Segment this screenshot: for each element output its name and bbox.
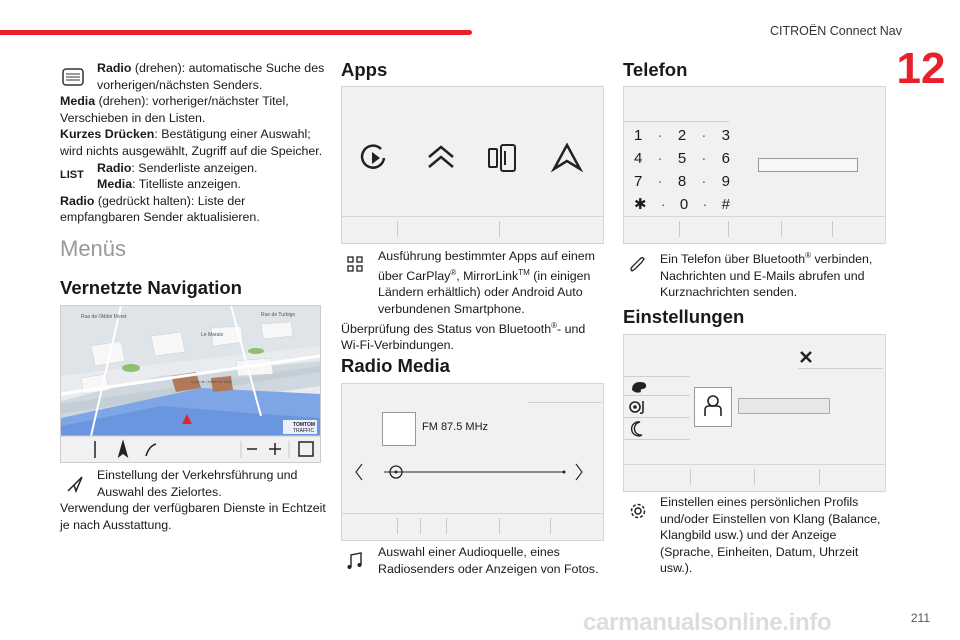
menus-heading: Menüs [60, 236, 127, 261]
keypad-key[interactable]: 0 [679, 196, 689, 213]
brand-title: CITROËN Connect Nav [770, 24, 902, 38]
controls-description [60, 60, 326, 226]
keypad-row [634, 193, 730, 216]
citroen-app-icon[interactable] [426, 143, 456, 173]
reg-mark: ® [450, 267, 457, 277]
phone-keypad[interactable] [634, 124, 730, 216]
station-artwork [382, 412, 416, 446]
station-frequency: FM 87.5 MHz [422, 421, 489, 433]
apps-screen[interactable] [341, 86, 604, 244]
keypad-key[interactable]: 8 [677, 173, 687, 190]
short-press-label: Kurzes Drücken [60, 127, 155, 142]
radio-list-text: : Senderliste anzeigen. [131, 160, 258, 175]
radio-hold-label: Radio [60, 193, 95, 208]
short-press-text: : Bestätigung einer Auswahl; wird nichts ausgewählt, Zugriff auf die Speicher. [60, 127, 323, 158]
map-label-street: Rue de l'Abbé Moret [81, 314, 127, 320]
traffic-brand: TOMTOM [293, 422, 316, 428]
profile-name-field[interactable] [738, 398, 830, 414]
telefon-desc-b: verbinden, Nachrichten und E-Mails abrufen und Kurznachrichten senden. [660, 252, 873, 300]
navigation-icon [66, 475, 84, 493]
einstellungen-heading: Einstellungen [623, 306, 745, 327]
radio-media-description [341, 544, 603, 577]
page-number: 211 [910, 611, 930, 625]
nav-desc-1: Einstellung der Verkehrsführung und Auswahl des Zielortes. [97, 468, 298, 499]
media-list-label: Media [97, 177, 133, 192]
keypad-separator: · [701, 127, 707, 144]
phone-handset-icon [629, 256, 647, 274]
sound-settings-icon[interactable] [628, 399, 650, 415]
watermark: carmanualsonline.info [583, 609, 832, 636]
dial-icon [62, 66, 84, 88]
frequency-slider[interactable] [356, 462, 588, 482]
telefon-heading: Telefon [623, 59, 688, 80]
keypad-separator: · [702, 196, 708, 213]
carplay-icon[interactable] [362, 143, 388, 173]
mirrorlink-icon[interactable] [487, 143, 519, 173]
keypad-key[interactable]: 1 [634, 127, 643, 144]
apps-desc-b: , MirrorLink [456, 268, 519, 283]
keypad-separator: · [657, 127, 663, 144]
radio-media-desc: Auswahl einer Audioquelle, eines Radiosenders oder Anzeigen von Fotos. [378, 545, 599, 576]
radio-text: (drehen): automatische Suche des vorherigen/nächsten Senders. [97, 61, 325, 92]
palette-icon[interactable] [630, 380, 648, 394]
android-auto-icon[interactable] [552, 143, 582, 173]
keypad-key[interactable]: 4 [634, 150, 643, 167]
keypad-key[interactable]: # [721, 196, 730, 213]
profile-card[interactable] [694, 387, 732, 427]
media-text: (drehen): vorheriger/nächster Titel, Verschieben in den Listen. [60, 94, 289, 125]
keypad-key[interactable]: 9 [721, 173, 730, 190]
radio-rotate-item [60, 60, 326, 93]
radio-media-heading: Radio Media [341, 355, 450, 376]
radio-hold-text: (gedrückt halten): Liste der empfangbaren Sender aktualisieren. [60, 193, 260, 225]
settings-gear-icon [629, 502, 647, 520]
radio-media-screen[interactable] [341, 383, 604, 541]
nav-desc-2: Verwendung der verfügbaren Dienste in Echtzeit je nach Ausstattung. [60, 501, 326, 532]
keypad-separator: · [657, 150, 663, 167]
media-label: Media [60, 94, 96, 109]
map-label-district: Le Marais [201, 332, 223, 338]
nav-screen[interactable] [60, 305, 321, 463]
nav-map[interactable] [61, 306, 320, 462]
radio-label: Radio [97, 61, 132, 75]
keypad-separator: · [660, 196, 666, 213]
apps-description [341, 248, 603, 354]
night-mode-icon[interactable] [630, 421, 646, 437]
apps-desc-a: Ausführung bestimmter Apps auf einem über CarPlay [378, 249, 595, 283]
keypad-row [634, 170, 730, 193]
apps-desc2-b: - und Wi-Fi-Verbindungen. [341, 321, 586, 353]
keypad-row [634, 147, 730, 170]
user-profile-icon[interactable] [703, 394, 723, 418]
list-item-block [60, 160, 326, 193]
apps-desc2-a: Überprüfung des Status von Bluetooth [341, 321, 552, 336]
reg-mark: ® [805, 251, 812, 260]
keypad-key[interactable]: 5 [677, 150, 687, 167]
keypad-separator: · [657, 173, 663, 190]
media-list-text: : Titelliste anzeigen. [132, 177, 241, 192]
telefon-screen[interactable] [623, 86, 886, 244]
apps-desc-c: (in einigen Ländern erhältlich) oder Android Auto verbundenen Smartphone. [378, 268, 591, 316]
keypad-key[interactable]: 6 [721, 150, 730, 167]
einstellungen-description [623, 494, 885, 577]
einstellungen-screen[interactable] [623, 334, 886, 492]
nav-heading: Vernetzte Navigation [60, 277, 242, 298]
nav-description [60, 467, 326, 533]
keypad-separator: · [701, 150, 707, 167]
next-icon[interactable] [576, 464, 582, 480]
keypad-separator: · [701, 173, 707, 190]
keypad-key[interactable]: 3 [721, 127, 730, 144]
music-note-icon [347, 552, 363, 570]
telefon-description [623, 248, 885, 301]
apps-heading: Apps [341, 59, 388, 80]
chapter-number: 12 [896, 44, 946, 93]
traffic-label: TRAFFIC [293, 428, 315, 434]
keypad-key[interactable]: 7 [634, 173, 643, 190]
tm-mark: TM [518, 267, 530, 277]
previous-icon[interactable] [356, 464, 362, 480]
apps-grid-icon [347, 256, 363, 272]
map-label-quay: Quai de l'Hôtel de Ville [191, 379, 232, 384]
keypad-key[interactable]: 2 [677, 127, 687, 144]
einstellungen-desc: Einstellen eines persönlichen Profils und/oder Einstellen von Klang (Balance, Klangbild usw.) und der Anzeige (Sprache, Einheiten, Datum, Uhrzeit usw.). [660, 495, 881, 576]
telefon-desc-a: Ein Telefon über Bluetooth [660, 252, 806, 267]
close-icon[interactable] [800, 351, 812, 363]
reg-mark: ® [551, 320, 557, 330]
keypad-key[interactable]: ✱ [634, 196, 647, 213]
keypad-row [634, 124, 730, 147]
map-label-street: Rue de Turbigo [261, 312, 296, 318]
radio-list-label: Radio [97, 160, 132, 175]
list-icon: LIST [60, 168, 84, 181]
header-accent-bar [0, 30, 472, 35]
phone-number-field[interactable] [758, 158, 858, 172]
